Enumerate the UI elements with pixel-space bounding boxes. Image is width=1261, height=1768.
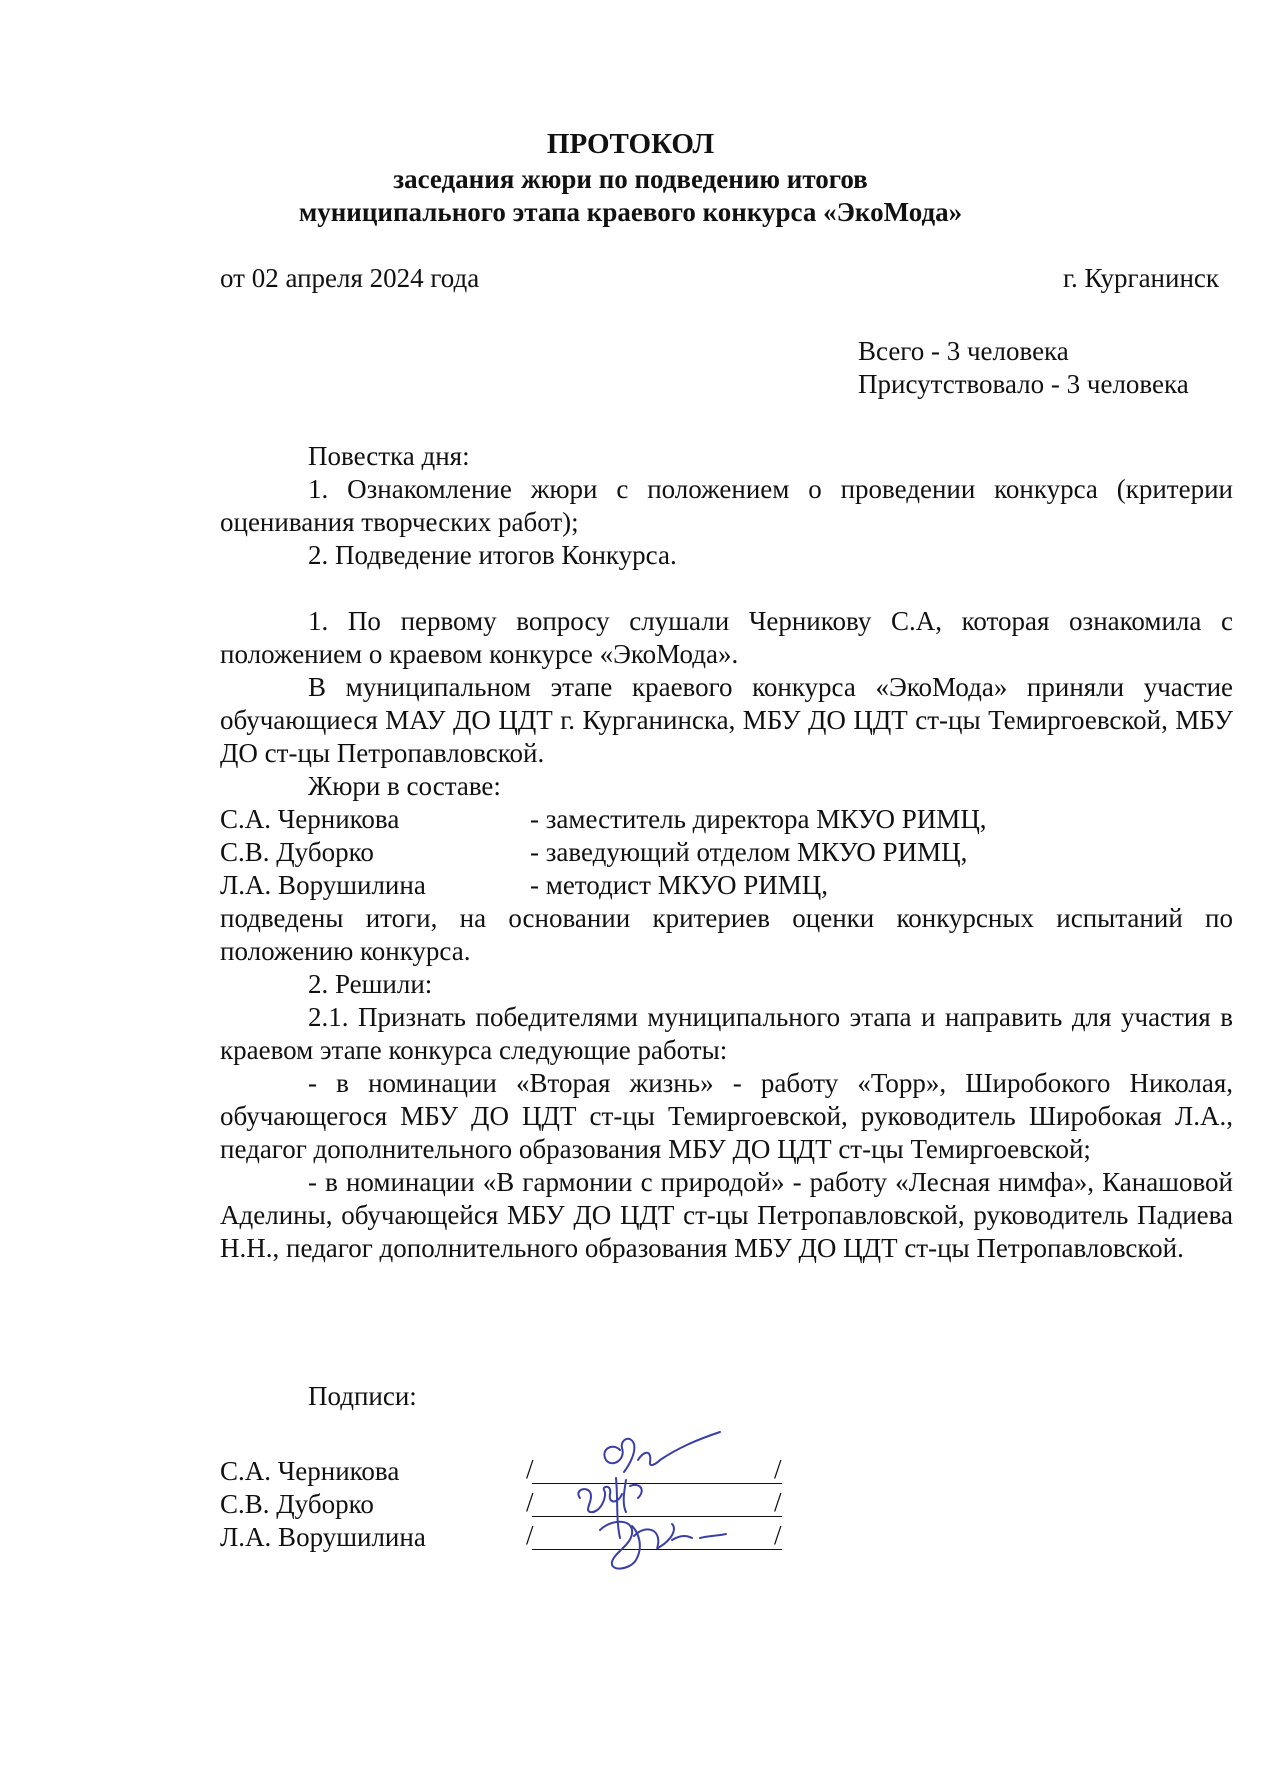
protocol-city: г. Курганинск xyxy=(1062,263,1219,293)
signature-slash: / xyxy=(774,1487,782,1517)
paragraph-first-question: 1. По первому вопросу слушали Черникову С.А, которая ознакомила с положением о краевом конкурсе «ЭкоМода». xyxy=(220,606,1233,669)
jury-member-name: Л.А. Ворушилина xyxy=(220,870,426,900)
protocol-body xyxy=(220,605,1233,1265)
handwritten-signatures xyxy=(560,1420,780,1600)
jury-member-role: - методист МКУО РИМЦ, xyxy=(530,870,828,900)
jury-member-name: С.В. Дуборко xyxy=(220,837,374,867)
signatory-name: Л.А. Ворушилина xyxy=(220,1522,426,1552)
signature-slash: / xyxy=(774,1520,782,1550)
signature-slash: / xyxy=(526,1487,534,1517)
paragraph-participants: В муниципальном этапе краевого конкурса «ЭкоМода» приняли участие обучающиеся МАУ ДО ЦДТ г. Курганинска, МБУ ДО ЦДТ ст-цы Темиргоевской, МБУ ДО ст-цы Петропавловской. xyxy=(220,672,1233,768)
attendance-present: Присутствовало - 3 человека xyxy=(858,369,1189,399)
jury-member-role: - заместитель директора МКУО РИМЦ, xyxy=(530,804,987,834)
paragraph-decision: 2.1. Признать победителями муниципального этапа и направить для участия в краевом этапе конкурса следующие работы: xyxy=(220,1002,1233,1065)
signature-stroke xyxy=(600,1522,640,1569)
signature-stroke xyxy=(616,1478,620,1538)
jury-member-row xyxy=(220,803,1233,836)
signatory-name: С.А. Черникова xyxy=(220,1456,400,1486)
paragraph-winner-second-life: - в номинации «Вторая жизнь» - работу «Торр», Широбокого Николая, обучающегося МБУ ДО ЦДТ ст-цы Темиргоевской, руководитель Широбокая Л.А., педагог дополнительного образования МБУ ДО ЦДТ ст-цы Темиргоевской; xyxy=(220,1068,1233,1164)
document-title: ПРОТОКОЛ xyxy=(546,128,715,160)
paragraph-winner-harmony: - в номинации «В гармонии с природой» - работу «Лесная нимфа», Канашовой Аделины, обучающейся МБУ ДО ЦДТ ст-цы Петропавловской, руководитель Падиева Н.Н., педагог дополнительного образования МБУ ДО ЦДТ ст-цы Петропавловской. xyxy=(220,1167,1233,1263)
signatures-heading: Подписи: xyxy=(308,1381,417,1411)
jury-member-row xyxy=(220,836,1233,869)
agenda-heading: Повестка дня: xyxy=(308,441,470,471)
decided-heading: 2. Решили: xyxy=(308,969,433,999)
attendance-total: Всего - 3 человека xyxy=(858,336,1069,366)
protocol-date: от 02 апреля 2024 года xyxy=(220,263,480,293)
jury-member-role: - заведующий отделом МКУО РИМЦ, xyxy=(530,837,968,867)
signature-stroke xyxy=(578,1487,622,1512)
document-subtitle-line-1: заседания жюри по подведению итогов xyxy=(393,164,868,194)
agenda-item-2: 2. Подведение итогов Конкурса. xyxy=(308,540,677,570)
agenda-section xyxy=(220,440,1233,572)
paragraph-results-basis: подведены итоги, на основании критериев оценки конкурсных испытаний по положению конкурса. xyxy=(220,903,1233,966)
jury-member-row xyxy=(220,869,1233,902)
document-subtitle-line-2: муниципального этапа краевого конкурса «ЭкоМода» xyxy=(298,197,963,227)
signature-slash: / xyxy=(774,1454,782,1484)
signature-stroke xyxy=(638,1432,720,1465)
signature-stroke xyxy=(624,1480,642,1512)
jury-heading: Жюри в составе: xyxy=(308,771,501,801)
signatory-name: С.В. Дуборко xyxy=(220,1489,374,1519)
signature-stroke xyxy=(672,1534,726,1540)
signature-stroke xyxy=(604,1439,634,1472)
agenda-item-1: 1. Ознакомление жюри с положением о проведении конкурса (критерии оценивания творческих работ); xyxy=(220,474,1233,537)
signature-slash: / xyxy=(526,1520,534,1550)
signature-slash: / xyxy=(526,1454,534,1484)
jury-member-name: С.А. Черникова xyxy=(220,804,400,834)
